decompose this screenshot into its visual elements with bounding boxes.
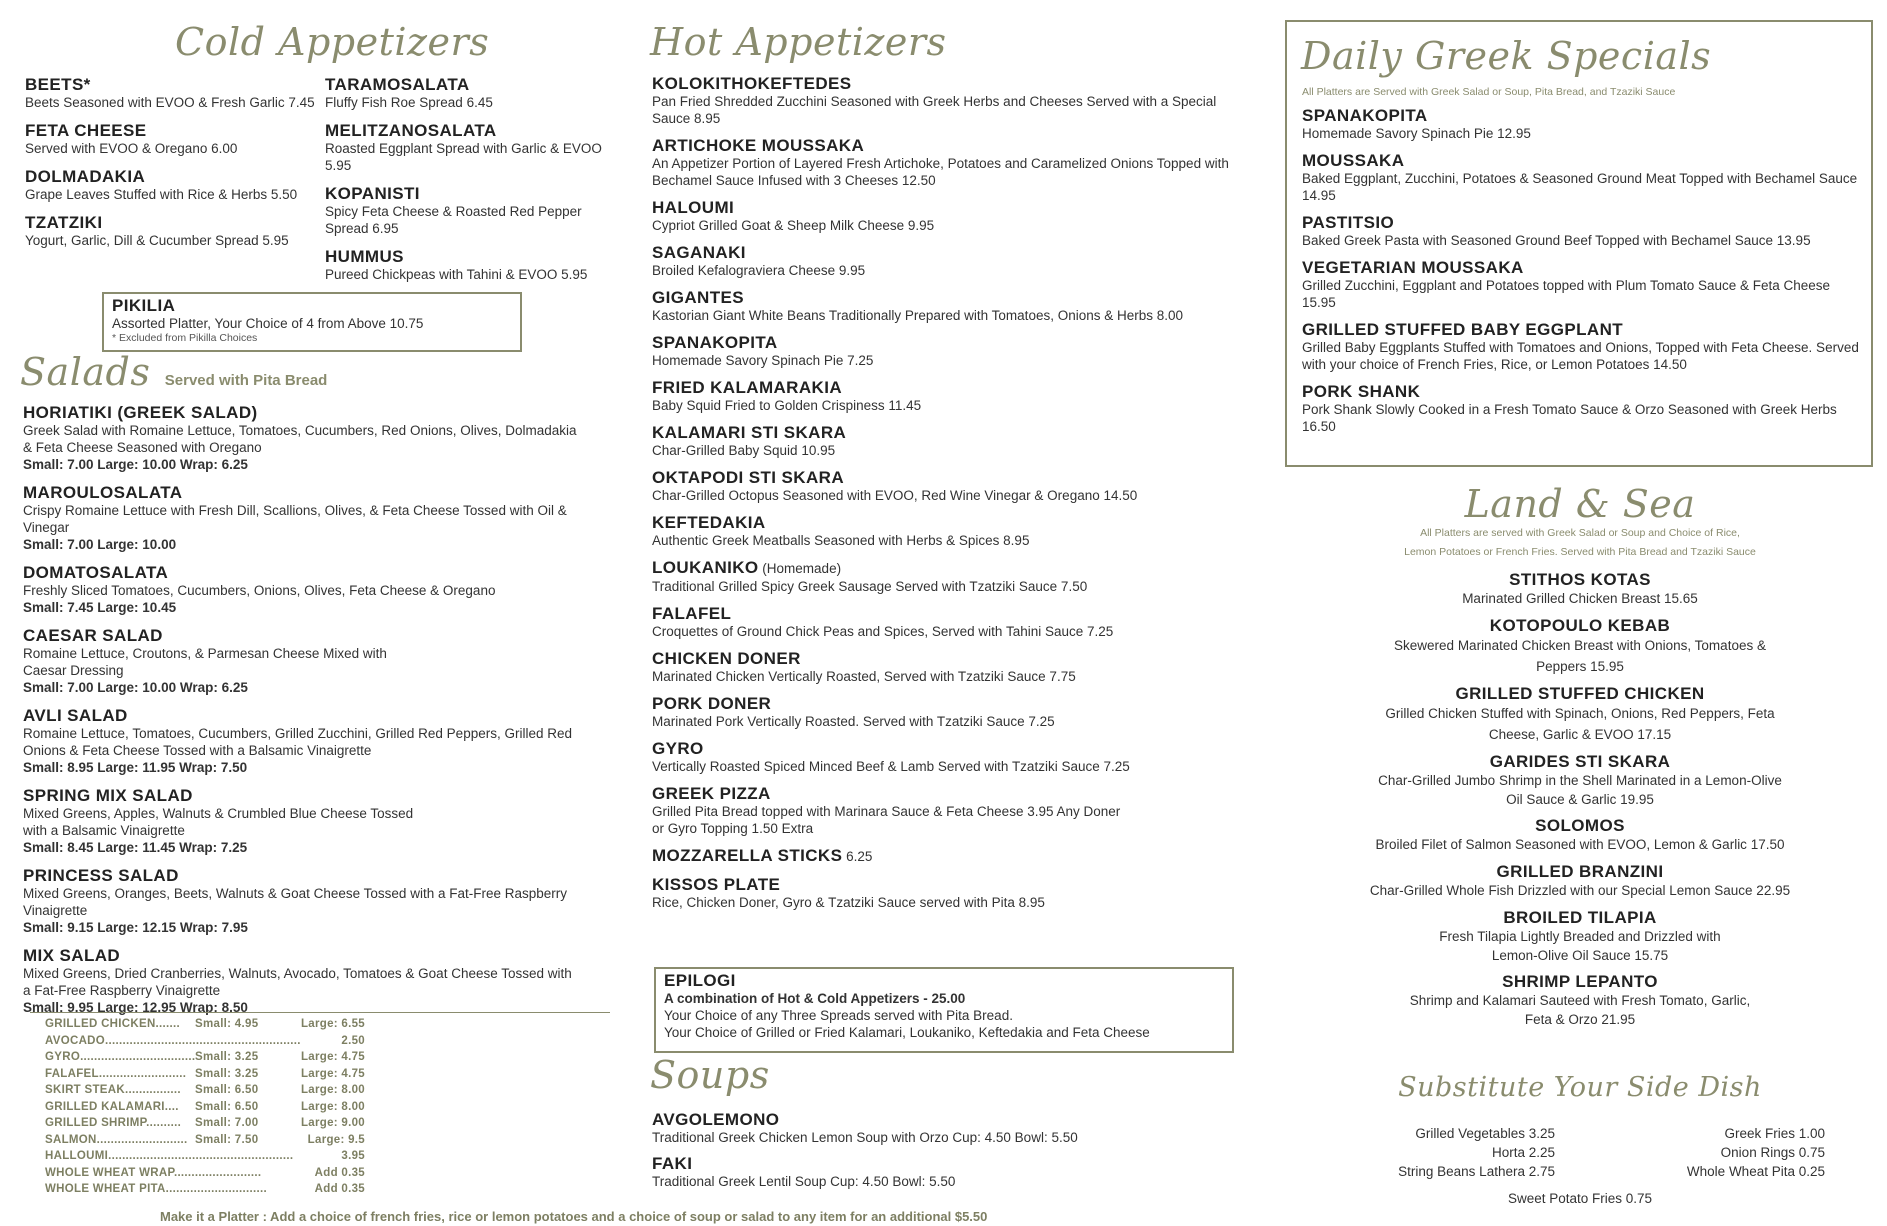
land-sea-list	[1315, 570, 1845, 1036]
pikilia-box: PIKILIA Assorted Platter, Your Choice of 4 from Above 10.75 * Excluded from Pikilla Choices	[102, 292, 522, 352]
addon-row: GYRO................................. Small: 3.25 Large: 4.75	[45, 1051, 365, 1063]
list-item: MOUSSAKA Baked Eggplant, Zucchini, Potatoes & Seasoned Ground Meat Topped with Bechamel Sauce 14.95	[1302, 151, 1858, 203]
list-item: GARIDES STI SKARA Char-Grilled Jumbo Shrimp in the Shell Marinated in a Lemon-Olive Oil Sauce & Garlic 19.95	[1378, 752, 1782, 807]
hot-list	[652, 74, 1242, 920]
list-item: AVGOLEMONO Traditional Greek Chicken Lemon Soup with Orzo Cup: 4.50 Bowl: 5.50	[652, 1110, 1078, 1145]
addon-row: GRILLED KALAMARI.... Small: 6.50 Large: 8.00	[45, 1100, 365, 1113]
list-item: BEETS* Beets Seasoned with EVOO & Fresh Garlic 7.45	[25, 75, 315, 110]
list-item: ARTICHOKE MOUSSAKA An Appetizer Portion of Layered Fresh Artichoke, Potatoes and Caramelized Onions Topped with Bechamel Sauce Infused with 3 Cheeses 12.50	[652, 136, 1229, 188]
list-item: STITHOS KOTAS Marinated Grilled Chicken Breast 15.65	[1462, 570, 1698, 606]
list-item: BROILED TILAPIA Fresh Tilapia Lightly Breaded and Drizzled with Lemon-Olive Oil Sauce 15.75	[1439, 908, 1721, 963]
side-item: Grilled Vegetables 3.25	[1415, 1126, 1555, 1141]
list-item: AVLI SALAD Romaine Lettuce, Tomatoes, Cucumbers, Grilled Zucchini, Grilled Red Peppers, Grilled Red Onions & Feta Cheese Tossed with a Balsamic Vinaigrette Small: 8.95 Large: 11.95 Wrap: 7.50	[23, 706, 572, 775]
list-item: HALOUMI Cypriot Grilled Goat & Sheep Milk Cheese 9.95	[652, 198, 935, 233]
side-item: Onion Rings 0.75	[1720, 1145, 1825, 1160]
list-item: SPANAKOPITA Homemade Savory Spinach Pie 12.95	[1302, 106, 1531, 141]
list-item: KOTOPOULO KEBAB Skewered Marinated Chicken Breast with Onions, Tomatoes & Peppers 15.95	[1394, 616, 1766, 674]
list-item: CHICKEN DONER Marinated Chicken Vertically Roasted, Served with Tzatziki Sauce 7.75	[652, 649, 1076, 684]
list-item: GRILLED STUFFED BABY EGGPLANT Grilled Baby Eggplants Stuffed with Tomatoes and Onions, Topped with Feta Cheese. Served with your choice of French Fries, Rice, or Lemon Potatoes 14.50	[1302, 320, 1859, 372]
list-item: FAKI Traditional Greek Lentil Soup Cup: 4.50 Bowl: 5.50	[652, 1154, 956, 1189]
addon-row: AVOCADO........................................................ 2.50	[45, 1034, 365, 1047]
land-sea-note-2: Lemon Potatoes or French Fries. Served with Pita Bread and Tzaziki Sauce	[1404, 546, 1756, 558]
specials-note: All Platters are Served with Greek Salad or Soup, Pita Bread, and Tzaziki Sauce	[1302, 86, 1676, 98]
soups-list	[652, 1110, 1242, 1198]
list-item: MOZZARELLA STICKS 6.25	[652, 846, 873, 865]
soups-title: Soups	[650, 1053, 770, 1097]
list-item: GIGANTES Kastorian Giant White Beans Traditionally Prepared with Tomatoes, Onions & Herbs 8.00	[652, 288, 1184, 323]
addon-row: FALAFEL......................... Small: 3.25 Large: 4.75	[45, 1067, 365, 1080]
addon-row: SALMON.......................... Small: 7.50 Large: 9.5	[45, 1133, 365, 1146]
list-item: HUMMUS Pureed Chickpeas with Tahini & EVOO 5.95	[325, 247, 588, 282]
addon-row: WHOLE WHEAT WRAP......................... Add 0.35	[45, 1166, 365, 1179]
specials-box	[1285, 20, 1873, 467]
list-item: SPRING MIX SALAD Mixed Greens, Apples, Walnuts & Crumbled Blue Cheese Tossed with a Balsamic Vinaigrette Small: 8.45 Large: 11.45 Wrap: 7.25	[23, 786, 414, 855]
list-item: PORK DONER Marinated Pork Vertically Roasted. Served with Tzatziki Sauce 7.25	[652, 694, 1055, 729]
list-item: TARAMOSALATA Fluffy Fish Roe Spread 6.45	[325, 75, 493, 110]
list-item: GYRO Vertically Roasted Spiced Minced Beef & Lamb Served with Tzatziki Sauce 7.25	[652, 739, 1130, 774]
addon-row: GRILLED SHRIMP.......... Small: 7.00 Large: 9.00	[45, 1117, 365, 1129]
land-sea-title: Land & Sea	[1464, 482, 1696, 526]
cold-right-list	[325, 75, 615, 293]
sides-left	[1325, 1124, 1555, 1181]
list-item: GREEK PIZZA Grilled Pita Bread topped with Marinara Sauce & Feta Cheese 3.95 Any Doner or Gyro Topping 1.50 Extra	[652, 784, 1121, 836]
side-item: Whole Wheat Pita 0.25	[1686, 1164, 1825, 1179]
cold-left-list	[25, 75, 315, 259]
side-item: Greek Fries 1.00	[1724, 1126, 1825, 1141]
list-item: SPANAKOPITA Homemade Savory Spinach Pie 7.25	[652, 333, 874, 368]
list-item: FETA CHEESE Served with EVOO & Oregano 6.00	[25, 121, 238, 156]
side-item: Sweet Potato Fries 0.75	[1507, 1191, 1653, 1206]
list-item: KALAMARI STI SKARA Char-Grilled Baby Squid 10.95	[652, 423, 847, 458]
list-item: MIX SALAD Mixed Greens, Dried Cranberries, Walnuts, Avocado, Tomatoes & Goat Cheese Tossed with a Fat-Free Raspberry Vinaigrette Small: 9.95 Large: 12.95 Wrap: 8.50	[23, 946, 572, 1015]
land-sea-note-1: All Platters are served with Greek Salad or Soup and Choice of Rice,	[1420, 527, 1740, 539]
list-item: DOLMADAKIA Grape Leaves Stuffed with Rice & Herbs 5.50	[25, 167, 298, 202]
list-item: KEFTEDAKIA Authentic Greek Meatballs Seasoned with Herbs & Spices 8.95	[652, 513, 1030, 548]
salads-list	[23, 403, 583, 1026]
addons-divider	[30, 1012, 610, 1013]
salads-subtitle: Served with Pita Bread	[164, 372, 328, 389]
list-item: MELITZANOSALATA Roasted Eggplant Spread with Garlic & EVOO 5.95	[325, 121, 602, 173]
list-item: MAROULOSALATA Crispy Romaine Lettuce with Fresh Dill, Scallions, Olives, & Feta Cheese Tossed with Oil & Vinegar Small: 7.00 Large: 10.00	[23, 483, 567, 552]
list-item: KOPANISTI Spicy Feta Cheese & Roasted Red Pepper Spread 6.95	[325, 184, 582, 236]
list-item: TZATZIKI Yogurt, Garlic, Dill & Cucumber Spread 5.95	[25, 213, 289, 248]
list-item: HORIATIKI (GREEK SALAD) Greek Salad with Romaine Lettuce, Tomatoes, Cucumbers, Red Onions, Olives, Dolmadakia & Feta Cheese Seasoned with Oregano Small: 7.00 Large: 10.00 Wrap: 6.25	[23, 403, 577, 472]
list-item: GRILLED STUFFED CHICKEN Grilled Chicken Stuffed with Spinach, Onions, Red Peppers, Feta Cheese, Garlic & EVOO 17.15	[1385, 684, 1775, 742]
list-item: CAESAR SALAD Romaine Lettuce, Croutons, & Parmesan Cheese Mixed with Caesar Dressing Small: 7.00 Large: 10.00 Wrap: 6.25	[23, 626, 387, 695]
addons-list	[45, 1016, 365, 1198]
list-item: SOLOMOS Broiled Filet of Salmon Seasoned with EVOO, Lemon & Garlic 17.50	[1375, 816, 1785, 852]
list-item: PASTITSIO Baked Greek Pasta with Seasoned Ground Beef Topped with Bechamel Sauce 13.95	[1302, 213, 1811, 248]
platter-footer-note: Make it a Platter : Add a choice of french fries, rice or lemon potatoes and a choice of soup or salad to any item for an additional $5.50	[160, 1209, 988, 1224]
hot-appetizers-title: Hot Appetizers	[650, 20, 947, 64]
addon-row: WHOLE WHEAT PITA............................. Add 0.35	[45, 1183, 365, 1195]
cold-appetizers-title: Cold Appetizers	[175, 20, 490, 64]
list-item: KISSOS PLATE Rice, Chicken Doner, Gyro & Tzatziki Sauce served with Pita 8.95	[652, 875, 1045, 910]
list-item: FRIED KALAMARAKIA Baby Squid Fried to Golden Crispiness 11.45	[652, 378, 922, 413]
list-item: DOMATOSALATA Freshly Sliced Tomatoes, Cucumbers, Onions, Olives, Feta Cheese & Oregano Small: 7.45 Large: 10.45	[23, 563, 496, 615]
list-item: FALAFEL Croquettes of Ground Chick Peas and Spices, Served with Tahini Sauce 7.25	[652, 604, 1114, 639]
specials-list	[1302, 106, 1862, 444]
list-item: LOUKANIKO (Homemade) Traditional Grilled Spicy Greek Sausage Served with Tzatziki Sauce 7.50	[652, 558, 1088, 594]
list-item: SHRIMP LEPANTO Shrimp and Kalamari Sauteed with Fresh Tomato, Garlic, Feta & Orzo 21.95	[1409, 972, 1751, 1027]
list-item: PORK SHANK Pork Shank Slowly Cooked in a Fresh Tomato Sauce & Orzo Seasoned with Greek Herbs 16.50	[1302, 382, 1837, 434]
list-item: SAGANAKI Broiled Kefalograviera Cheese 9.95	[652, 243, 866, 278]
side-item: Horta 2.25	[1491, 1145, 1555, 1160]
salads-header	[20, 350, 327, 394]
sides-title: Substitute Your Side Dish	[1398, 1072, 1762, 1103]
salads-title: Salads	[20, 350, 151, 394]
sides-right	[1595, 1124, 1825, 1181]
addon-row: SKIRT STEAK................ Small: 6.50 Large: 8.00	[45, 1084, 365, 1096]
addon-row: HALLOUMI..................................................... 3.95	[45, 1150, 365, 1162]
list-item: GRILLED BRANZINI Char-Grilled Whole Fish Drizzled with our Special Lemon Sauce 22.95	[1369, 862, 1791, 898]
epilogi-box: EPILOGI A combination of Hot & Cold Appetizers - 25.00 Your Choice of any Three Spreads served with Pita Bread. Your Choice of Grilled or Fried Kalamari, Loukaniko, Keftedakia and Feta Cheese	[654, 967, 1234, 1053]
specials-title: Daily Greek Specials	[1301, 34, 1712, 78]
addon-row: GRILLED CHICKEN....... Small: 4.95 Large: 6.55	[45, 1018, 365, 1030]
list-item: PRINCESS SALAD Mixed Greens, Oranges, Beets, Walnuts & Goat Cheese Tossed with a Fat-Free Raspberry Vinaigrette Small: 9.15 Large: 12.15 Wrap: 7.95	[23, 866, 567, 935]
list-item: OKTAPODI STI SKARA Char-Grilled Octopus Seasoned with EVOO, Red Wine Vinegar & Oregano 14.50	[652, 468, 1138, 503]
list-item: KOLOKITHOKEFTEDES Pan Fried Shredded Zucchini Seasoned with Greek Herbs and Cheeses Served with a Special Sauce 8.95	[652, 74, 1217, 126]
list-item: VEGETARIAN MOUSSAKA Grilled Zucchini, Eggplant and Potatoes topped with Plum Tomato Sauce & Feta Cheese 15.95	[1302, 258, 1831, 310]
side-item: String Beans Lathera 2.75	[1398, 1164, 1555, 1179]
